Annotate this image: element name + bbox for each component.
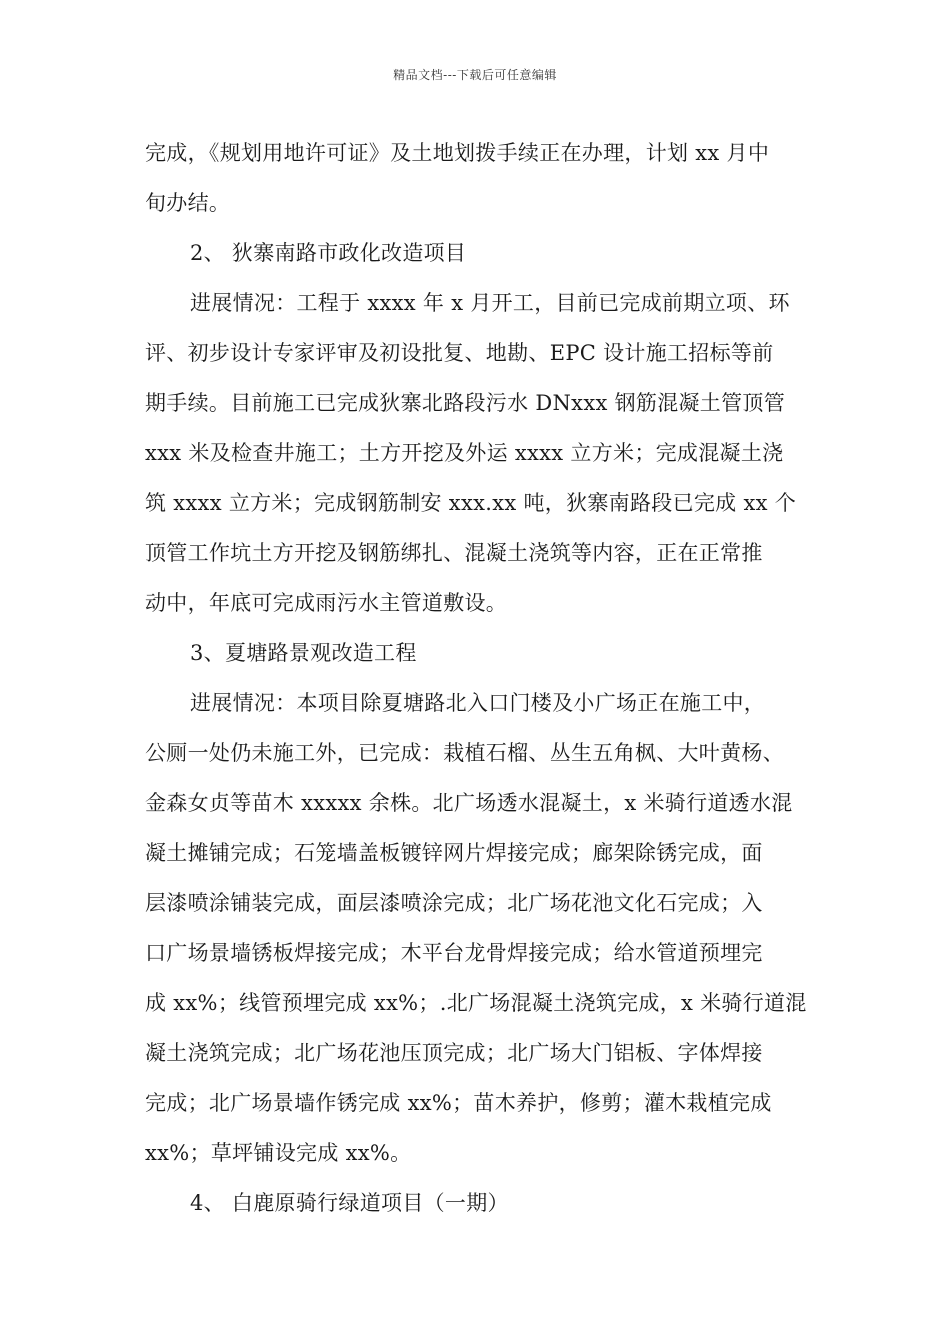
text-line: xx%；草坪铺设完成 xx%。 — [145, 1141, 412, 1165]
text-line: 进展情况：本项目除夏塘路北入口门楼及小广场正在施工中， — [190, 691, 766, 715]
text-line: 顶管工作坑土方开挖及钢筋绑扎、混凝土浇筑等内容，正在正常推 — [145, 541, 763, 565]
text-line: 凝土摊铺完成；石笼墙盖板镀锌网片焊接完成；廊架除锈完成，面 — [145, 841, 763, 865]
text-line: 旬办结。 — [145, 191, 231, 215]
section-heading-3: 3、夏塘路景观改造工程 — [190, 641, 417, 665]
text-line: 完成，《规划用地许可证》及土地划拨手续正在办理，计划 xx 月中 — [145, 141, 770, 165]
text-line: 成 xx%；线管预埋完成 xx%；.北广场混凝土浇筑完成，x 米骑行道混 — [145, 991, 807, 1015]
text-line: xxx 米及检查井施工；土方开挖及外运 xxxx 立方米；完成混凝土浇 — [145, 441, 784, 465]
section-heading-4: 4、 白鹿原骑行绿道项目（一期） — [190, 1191, 509, 1215]
text-line: 评、初步设计专家评审及初设批复、地勘、EPC 设计施工招标等前 — [145, 341, 774, 365]
text-line: 完成；北广场景墙作锈完成 xx%；苗木养护，修剪；灌木栽植完成 — [145, 1091, 772, 1115]
text-line: 层漆喷涂铺装完成，面层漆喷涂完成；北广场花池文化石完成；入 — [145, 891, 763, 915]
text-line: 金森女贞等苗木 xxxxx 余株。北广场透水混凝土，x 米骑行道透水混 — [145, 791, 793, 815]
text-line: 凝土浇筑完成；北广场花池压顶完成；北广场大门铝板、字体焊接 — [145, 1041, 763, 1065]
text-line: 进展情况：工程于 xxxx 年 x 月开工，目前已完成前期立项、环 — [190, 291, 790, 315]
text-line: 公厕一处仍未施工外，已完成：栽植石榴、丛生五角枫、大叶黄杨、 — [145, 741, 784, 765]
text-line: 期手续。目前施工已完成狄寨北路段污水 DNxxx 钢筋混凝土管顶管 — [145, 391, 785, 415]
section-heading-2: 2、 狄寨南路市政化改造项目 — [190, 241, 467, 265]
document-body — [145, 128, 810, 1228]
text-line: 动中，年底可完成雨污水主管道敷设。 — [145, 591, 508, 615]
text-line: 筑 xxxx 立方米；完成钢筋制安 xxx.xx 吨，狄寨南路段已完成 xx 个 — [145, 491, 797, 515]
text-line: 口广场景墙锈板焊接完成；木平台龙骨焊接完成；给水管道预埋完 — [145, 941, 763, 965]
page-header: 精品文档---下载后可任意编辑 — [393, 68, 557, 82]
